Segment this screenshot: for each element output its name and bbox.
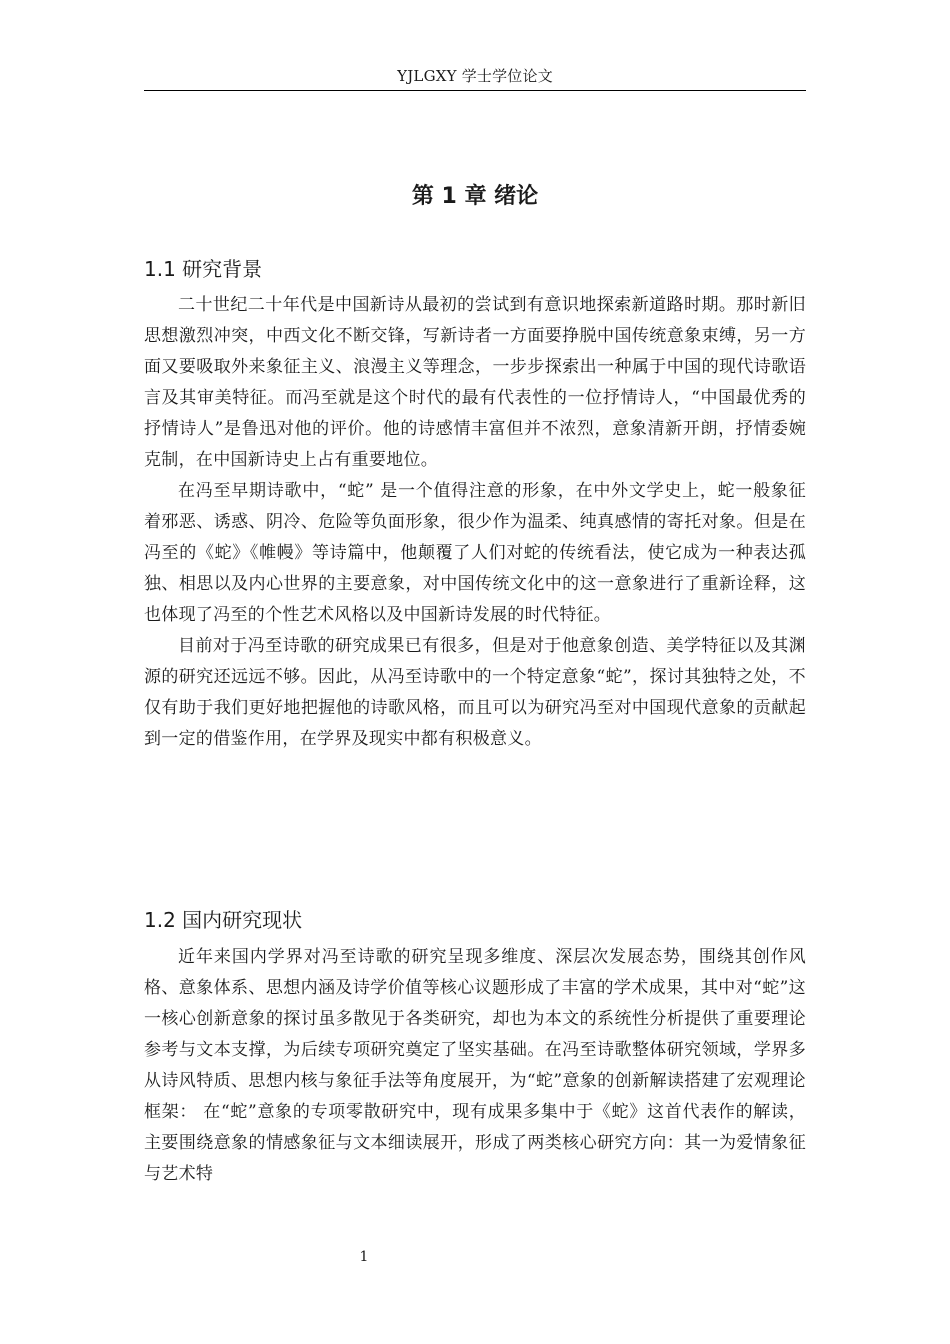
paragraph: 近年来国内学界对冯至诗歌的研究呈现多维度、深层次发展态势，围绕其创作风格、意象体系、思想内涵及诗学价值等核心议题形成了丰富的学术成果，其中对“蛇”这一核心创新意象的探讨虽多散见于各类研究，却也为本文的系统性分析提供了重要理论参考与文本支撑，为后续专项研究奠定了坚实基础。在冯至诗歌整体研究领域，学界多从诗风特质、思想内核与象征手法等角度展开，为“蛇”意象的创新解读搭建了宏观理论框架： 在“蛇”意象的专项零散研究中，现有成果多集中于《蛇》这首代表作的解读，主要围绕意象的情感象征与文本细读展开，形成了两类核心研究方向：其一为爱情象征与艺术特 [144,947,806,1184]
running-header: YJLGXY 学士学位论文 [397,67,553,85]
page-number: 1 [359,1249,369,1265]
section-body-domestic-research [144,942,806,1190]
paragraph: 在冯至早期诗歌中，“蛇” 是一个值得注意的形象，在中外文学史上，蛇一般象征着邪恶、诱惑、阴冷、危险等负面形象，很少作为温柔、纯真感情的寄托对象。但是在冯至的《蛇》《帷幔》等诗篇中，他颠覆了人们对蛇的传统看法，使它成为一种表达孤独、相思以及内心世界的主要意象，对中国传统文化中的这一意象进行了重新诠释，这也体现了冯至的个性艺术风格以及中国新诗发展的时代特征。 [144,481,806,625]
chapter-title: 第 1 章 绪论 [411,184,539,209]
paragraph: 二十世纪二十年代是中国新诗从最初的尝试到有意识地探索新道路时期。那时新旧思想激烈冲突，中西文化不断交锋，写新诗者一方面要挣脱中国传统意象束缚，另一方面又要吸取外来象征主义、浪漫主义等理念，一步步探索出一种属于中国的现代诗歌语言及其审美特征。而冯至就是这个时代的最有代表性的一位抒情诗人，“中国最优秀的抒情诗人”是鲁迅对他的评价。他的诗感情丰富但并不浓烈，意象清新开朗，抒情委婉克制，在中国新诗史上占有重要地位。 [144,295,806,470]
section-title-domestic-research: 1.2 国内研究现状 [144,908,303,932]
section-title-background: 1.1 研究背景 [144,257,263,281]
header-rule [144,90,806,91]
section-body-background [144,290,806,755]
paragraph: 目前对于冯至诗歌的研究成果已有很多，但是对于他意象创造、美学特征以及其渊源的研究还远远不够。因此，从冯至诗歌中的一个特定意象“蛇”，探讨其独特之处，不仅有助于我们更好地把握他的诗歌风格，而且可以为研究冯至对中国现代意象的贡献起到一定的借鉴作用，在学界及现实中都有积极意义。 [144,636,806,749]
